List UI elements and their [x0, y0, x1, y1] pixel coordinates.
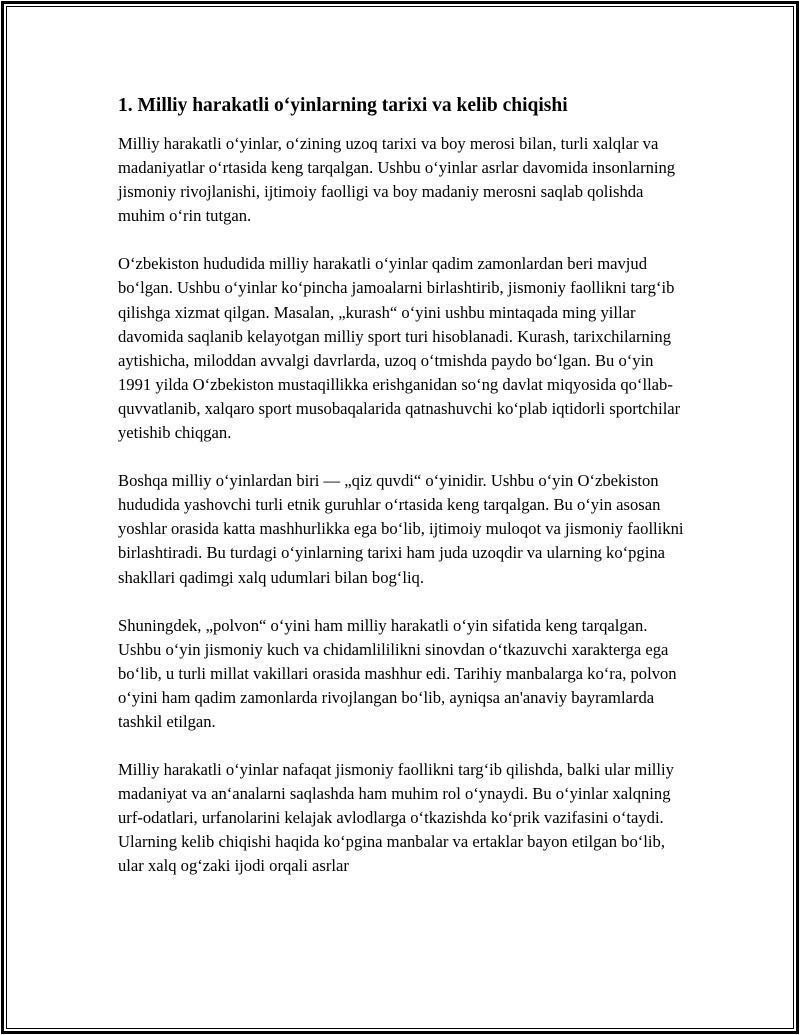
section-heading: 1. Milliy harakatli o‘yinlarning tarixi va kelib chiqishi — [118, 95, 568, 116]
paragraph-5: Milliy harakatli o‘yinlar nafaqat jismoniy faollikni targ‘ib qilishda, balki ular milliy madaniyat va an‘analarni saqlashda ham muhim rol o‘ynaydi. Bu o‘yinlar xalqning urf-odatlari, urfanolarini kelajak avlodlarga o‘tkazishda ko‘prik vazifasini o‘taydi. Ularning kelib chiqishi haqida ko‘pgina manbalar va ertaklar bayon etilgan bo‘lib, ular xalq og‘zaki ijodi orqali asrlar — [118, 760, 674, 876]
paragraph-3: Boshqa milliy o‘yinlardan biri — „qiz quvdi“ o‘yinidir. Ushbu o‘yin O‘zbekiston hududida yashovchi turli etnik guruhlar o‘rtasida keng tarqalgan. Bu o‘yin asosan yoshlar orasida katta mashhurlikka ega bo‘lib, ijtimoiy muloqot va jismoniy faollikni birlashtiradi. Bu turdagi o‘yinlarning tarixi ham juda uzoqdir va ularning ko‘pgina shakllari qadimgi xalq udumlari bilan bog‘liq. — [118, 471, 684, 587]
paragraph-2: O‘zbekiston hududida milliy harakatli o‘yinlar qadim zamonlardan beri mavjud bo‘lgan. Ushbu o‘yinlar ko‘pincha jamoalarni birlashtirib, jismoniy faollikni targ‘ib qilishga xizmat qilgan. Masalan, „kurash“ o‘yini ushbu mintaqada ming yillar davomida saqlanib kelayotgan milliy sport turi hisoblanadi. Kurash, tarixchilarning aytishicha, miloddan avvalgi davrlarda, uzoq o‘tmishda paydo bo‘lgan. Bu o‘yin 1991 yilda O‘zbekiston mustaqillikka erishganidan so‘ng davlat miqyosida qo‘llab-quvvatlanib, xalqaro sport musobaqalarida qatnashuvchi ko‘plab iqtidorli sportchilar yetishib chiqgan. — [118, 254, 681, 443]
document-body — [118, 92, 688, 879]
paragraph-1: Milliy harakatli o‘yinlar, o‘zining uzoq tarixi va boy merosi bilan, turli xalqlar va madaniyatlar o‘rtasida keng tarqalgan. Ushbu o‘yinlar asrlar davomida insonlarning jismoniy rivojlanishi, ijtimoiy faolligi va boy madaniy merosni saqlab qolishda muhim o‘rin tutgan. — [118, 134, 676, 226]
paragraph-4: Shuningdek, „polvon“ o‘yini ham milliy harakatli o‘yin sifatida keng tarqalgan. Ushbu o‘yin jismoniy kuch va chidamlililikni sinovdan o‘tkazuvchi xarakterga ega bo‘lib, u turli millat vakillari orasida mashhur edi. Tarihiy manbalarga ko‘ra, polvon o‘yini ham qadim zamonlarda rivojlangan bo‘lib, ayniqsa an'anaviy bayramlarda tashkil etilgan. — [118, 615, 677, 731]
